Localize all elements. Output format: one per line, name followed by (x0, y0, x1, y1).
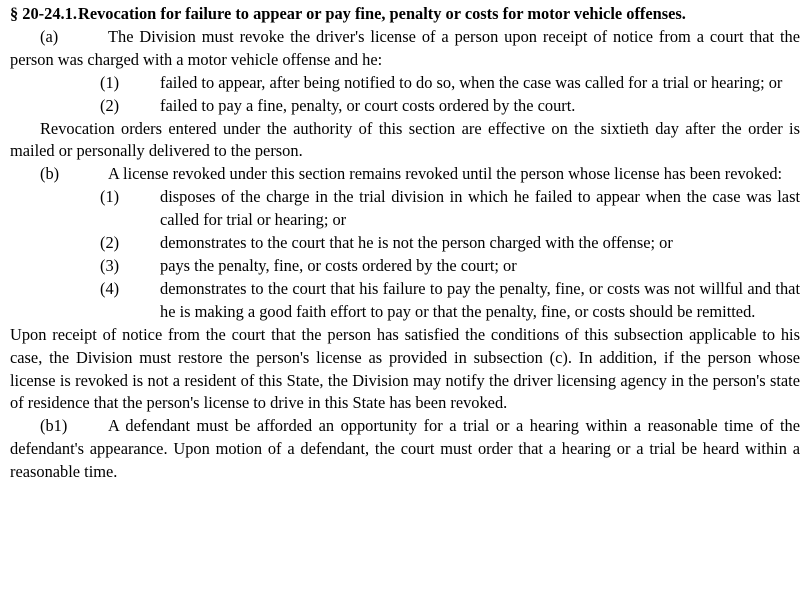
subsection-b-text: A license revoked under this section remains revoked until the person whose license has been revoked: (108, 164, 783, 184)
subsection-b-item-2 (10, 232, 800, 255)
item-text: demonstrates to the court that his failure to pay the penalty, fine, or costs was not willful and that he is making a good faith effort to pay or that the penalty, fine, or costs should be remitted. (160, 278, 800, 321)
subsection-a-closing: Revocation orders entered under the authority of this section are effective on the sixtieth day after the order is mailed or personally delivered to the person. (10, 118, 800, 161)
item-text: failed to appear, after being notified to do so, when the case was called for a trial or hearing; or (160, 72, 783, 92)
item-text: demonstrates to the court that he is not the person charged with the offense; or (160, 233, 673, 253)
section-title: Revocation for failure to appear or pay fine, penalty or costs for motor vehicle offenses. (78, 4, 686, 23)
subsection-b-closing: Upon receipt of notice from the court that the person has satisfied the conditions of this subsection applicable to his case, the Division must restore the person's license as provided in subsection (c). In addition, if the person whose license is revoked is not a resident of this State, the Division may notify the driver licensing agency in the person's state of residence that the person's license to drive in this State has been revoked. (10, 324, 800, 413)
section-number: § 20-24.1. (10, 4, 77, 23)
section-heading (10, 3, 800, 26)
item-number: (4) (100, 278, 120, 298)
subsection-b-item-1 (10, 186, 800, 232)
subsection-b1-tag: (b1) (40, 416, 68, 436)
subsection-a-tag: (a) (40, 26, 59, 46)
item-text: failed to pay a fine, penalty, or court costs ordered by the court. (160, 95, 576, 115)
subsection-a (10, 26, 800, 72)
subsection-b (10, 163, 800, 186)
subsection-a-item-2 (10, 95, 800, 118)
item-text: pays the penalty, fine, or costs ordered by the court; or (160, 255, 517, 275)
item-number: (1) (100, 72, 120, 92)
subsection-a-text: The Division must revoke the driver's license of a person upon receipt of notice from a court that the person was charged with a motor vehicle offense and he: (10, 26, 800, 69)
subsection-b-item-4 (10, 278, 800, 324)
item-number: (1) (100, 187, 120, 207)
item-number: (3) (100, 255, 120, 275)
item-number: (2) (100, 95, 120, 115)
subsection-b1-text: A defendant must be afforded an opportunity for a trial or a hearing within a reasonable time of the defendant's appearance. Upon motion of a defendant, the court must order that a hearing or a trial be heard within a reasonable time. (10, 416, 800, 482)
subsection-b-tag: (b) (40, 164, 60, 184)
item-number: (2) (100, 233, 120, 253)
subsection-a-item-1 (10, 72, 800, 95)
subsection-b1 (10, 415, 800, 484)
subsection-b-item-3 (10, 255, 800, 278)
item-text: disposes of the charge in the trial division in which he failed to appear when the case was last called for trial or hearing; or (160, 187, 800, 230)
